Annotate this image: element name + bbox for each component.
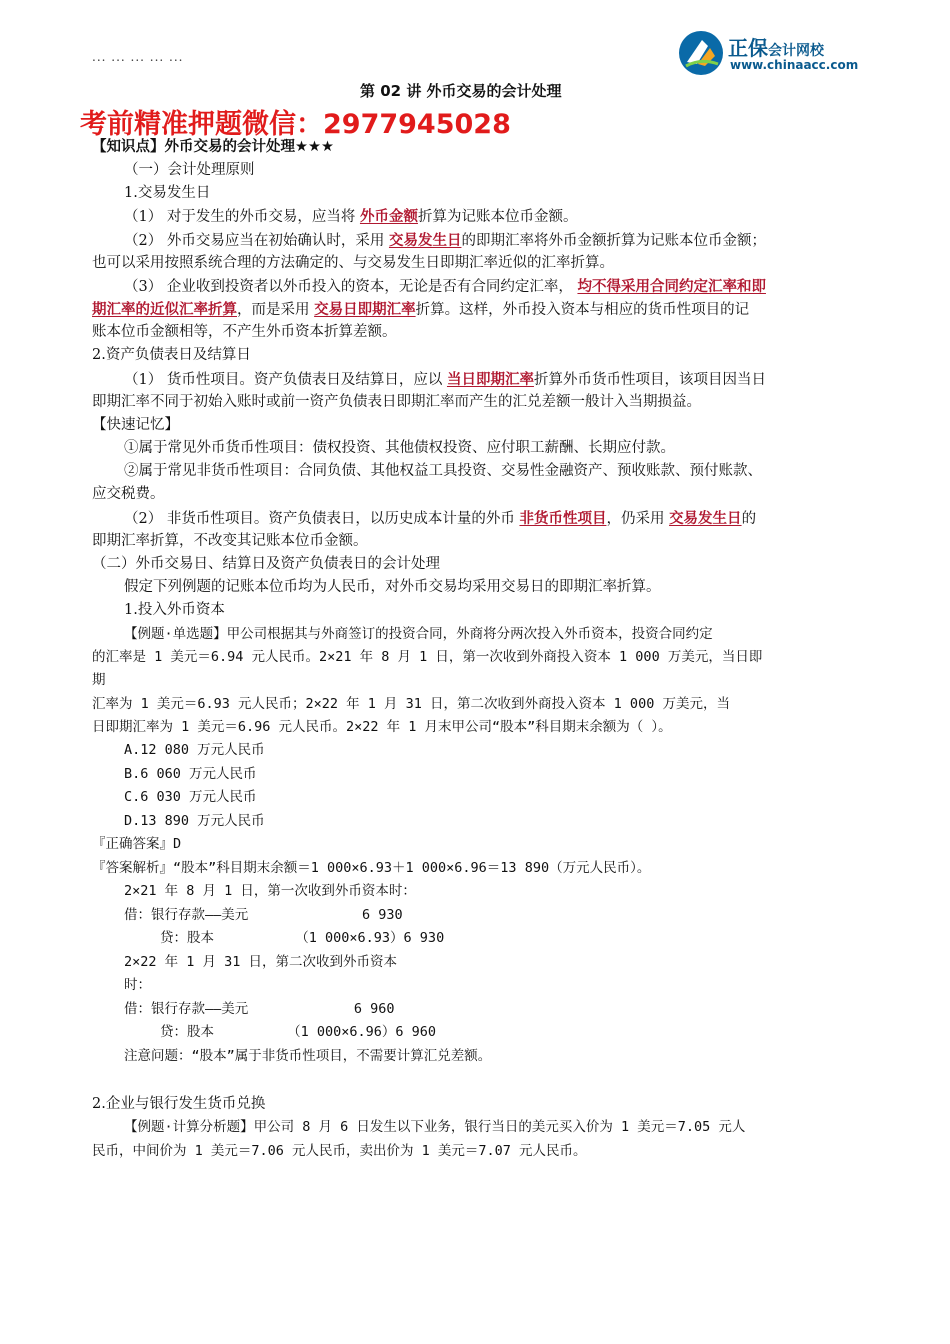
note: 注意问题：“股本”属于非货币性项目，不需要计算汇兑差额。 [124, 1048, 492, 1064]
example-1-line-1: 【例题·单选题】甲公司根据其与外商签订的投资合同，外商将分两次投入外币资本，投资合同约定 [124, 626, 713, 642]
memo-heading: 【快速记忆】 [92, 417, 179, 433]
paragraph-2 [124, 229, 766, 253]
entry-2-date-line-2: 时： [124, 977, 151, 993]
section-1-heading: （一）会计处理原则 [124, 162, 255, 178]
paragraph-5 [124, 507, 756, 531]
subheading-2: 2.资产负债表日及结算日 [92, 347, 251, 363]
chinaacc-logo-icon [678, 30, 724, 76]
p5-keyword-2: 交易发生日 [669, 510, 742, 527]
paragraph-4-line-2: 即期汇率不同于初始入账时或前一资产负债表日即期汇率而产生的汇兑差额一般计入当期损益。 [92, 394, 701, 410]
subheading-3: 1.投入外币资本 [124, 602, 225, 618]
logo-name [728, 32, 824, 61]
logo-name-sub: 会计网校 [768, 43, 824, 59]
p5-keyword-1: 非货币性项目 [519, 510, 607, 527]
subheading-4: 2.企业与银行发生货币兑换 [92, 1096, 266, 1112]
p4-keyword: 当日即期汇率 [446, 371, 534, 388]
p2-text-a: （2） 外币交易应当在初始确认时，采用 [124, 233, 389, 249]
example-1-line-2: 的汇率是 1 美元＝6.94 元人民币。2×21 年 8 月 1 日，第一次收到外商投入资本 1 000 万美元，当日即 [92, 649, 763, 665]
paragraph-2-line-2: 也可以采用按照系统合理的方法确定的、与交易发生日即期汇率近似的汇率折算。 [92, 255, 614, 271]
p4-text-a: （1） 货币性项目。资产负债表日及结算日，应以 [124, 372, 447, 388]
p3-keyword-2: 期汇率的近似汇率折算 [92, 301, 237, 318]
promo-banner: 考前精准押题微信：2977945028 [80, 109, 511, 140]
p1-text-b: 折算为记账本位币金额。 [417, 209, 578, 225]
logo-url: www.chinaacc.com [730, 58, 859, 72]
paragraph-3 [124, 275, 766, 299]
p5-text-a: （2） 非货币性项目。资产负债表日，以历史成本计量的外币 [124, 511, 520, 527]
page-title: 第 02 讲 外币交易的会计处理 [360, 82, 562, 100]
paragraph-5-line-2: 即期汇率折算，不改变其记账本位币金额。 [92, 533, 368, 549]
p3-keyword-3: 交易日即期汇率 [314, 301, 416, 318]
answer-analysis: 『答案解析』“股本”科目期末余额＝1 000×6.93＋1 000×6.96＝13 890（万元人民币）。 [92, 860, 651, 876]
example-1-line-5: 日即期汇率为 1 美元＝6.96 元人民币。2×22 年 1 月末甲公司“股本”科目期末余额为（ ）。 [92, 719, 672, 735]
correct-answer: 『正确答案』D [92, 836, 182, 852]
option-a: A.12 080 万元人民币 [124, 742, 265, 758]
p3-keyword-1: 均不得采用合同约定汇率和即 [577, 278, 766, 295]
p5-text-c: 的 [741, 511, 757, 527]
entry-1-debit: 借：银行存款——美元 6 930 [124, 907, 403, 923]
memo-item-2-line-2: 应交税费。 [92, 486, 165, 502]
memo-item-2: ②属于常见非货币性项目：合同负债、其他权益工具投资、交易性金融资产、预收账款、预付账款、 [124, 463, 762, 479]
entry-1-credit: 贷：股本 （1 000×6.93）6 930 [160, 930, 445, 946]
paragraph-3-line-2 [92, 298, 749, 322]
example-1-line-4: 汇率为 1 美元＝6.93 元人民币；2×22 年 1 月 31 日，第二次收到外商投入资本 1 000 万美元，当 [92, 696, 730, 712]
p5-text-b: ，仍采用 [606, 511, 670, 527]
section-2-intro: 假定下列例题的记账本位币均为人民币，对外币交易均采用交易日的即期汇率折算。 [124, 579, 661, 595]
p1-text-a: （1） 对于发生的外币交易，应当将 [124, 209, 360, 225]
example-1-line-3: 期 [92, 672, 106, 688]
brand-logo [678, 30, 878, 78]
section-2-heading: （二）外币交易日、结算日及资产负债表日的会计处理 [92, 556, 440, 572]
logo-name-main: 正保 [728, 36, 768, 60]
knowledge-point-heading: 【知识点】外币交易的会计处理★★★ [92, 139, 334, 155]
entry-2-debit: 借：银行存款——美元 6 960 [124, 1001, 395, 1017]
subheading-1: 1.交易发生日 [124, 185, 211, 201]
p2-text-b: 的即期汇率将外币金额折算为记账本位币金额； [461, 233, 766, 249]
option-d: D.13 890 万元人民币 [124, 813, 265, 829]
p4-text-b: 折算外币货币性项目，该项目因当日 [533, 372, 766, 388]
paragraph-3-line-3: 账本位币金额相等，不产生外币资本折算差额。 [92, 324, 397, 340]
entry-2-date: 2×22 年 1 月 31 日，第二次收到外币资本 [124, 954, 398, 970]
p3-text-c: 折算。这样，外币投入资本与相应的货币性项目的记 [415, 302, 750, 318]
p3-text-a: （3） 企业收到投资者以外币投入的资本，无论是否有合同约定汇率， [124, 279, 578, 295]
example-2-line-2: 民币，中间价为 1 美元＝7.06 元人民币，卖出价为 1 美元＝7.07 元人民币。 [92, 1143, 587, 1159]
p3-text-b: ，而是采用 [237, 302, 315, 318]
paragraph-4 [124, 368, 766, 392]
option-c: C.6 030 万元人民币 [124, 789, 257, 805]
p2-keyword: 交易发生日 [388, 232, 462, 249]
option-b: B.6 060 万元人民币 [124, 766, 257, 782]
header-left-text: ... ... ... ... ... [92, 50, 184, 64]
entry-2-credit: 贷：股本 （1 000×6.96）6 960 [160, 1024, 437, 1040]
p1-keyword: 外币金额 [359, 208, 418, 225]
example-2-line-1: 【例题·计算分析题】甲公司 8 月 6 日发生以下业务，银行当日的美元买入价为 1 美元＝7.05 元人 [124, 1119, 746, 1135]
entry-1-date: 2×21 年 8 月 1 日，第一次收到外币资本时： [124, 883, 416, 899]
paragraph-1 [124, 205, 577, 229]
memo-item-1: ①属于常见外币货币性项目：债权投资、其他债权投资、应付职工薪酬、长期应付款。 [124, 440, 675, 456]
